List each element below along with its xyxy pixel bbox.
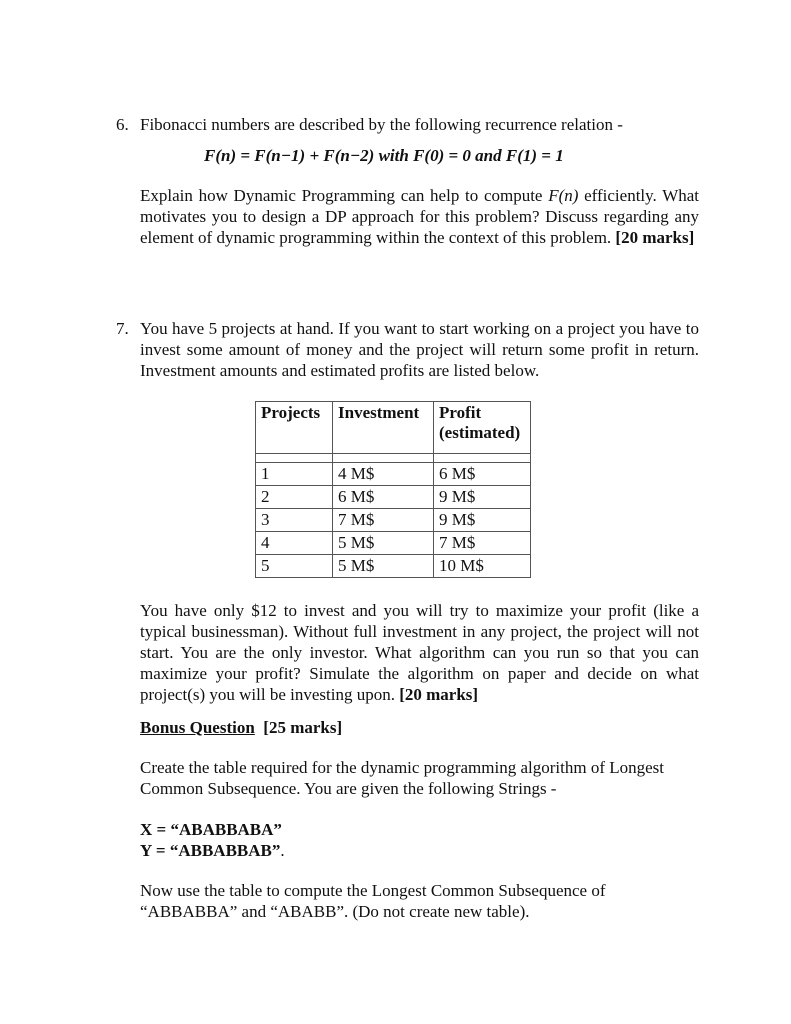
cell-project: 1 xyxy=(256,463,333,486)
question-7-intro: You have 5 projects at hand. If you want to start working on a project you have to invest some amount of money and the project will return some profit in return. Investment amounts and estimated profits are listed below. xyxy=(140,319,699,380)
cell-project: 5 xyxy=(256,555,333,578)
bonus-final-text: Now use the table to compute the Longest Common Subsequence of “ABBABBA” and “ABABB”. (Do not create new table). xyxy=(140,881,606,921)
bonus-title xyxy=(140,717,699,738)
header-profit: Profit (estimated) xyxy=(434,402,531,454)
bonus-question xyxy=(116,717,699,922)
question-6-text-part1: Explain how Dynamic Programming can help to compute xyxy=(140,186,549,205)
cell-project: 4 xyxy=(256,532,333,555)
cell-profit: 7 M$ xyxy=(434,532,531,555)
cell-profit: 9 M$ xyxy=(434,486,531,509)
question-6-number: 6. xyxy=(116,115,129,134)
bonus-marks: [25 marks] xyxy=(263,718,343,737)
question-7-body xyxy=(140,600,699,705)
string-x: X = “ABABBABA” xyxy=(140,820,282,839)
table-header-row xyxy=(256,402,531,454)
cell-investment: 6 M$ xyxy=(333,486,434,509)
cell-investment: 5 M$ xyxy=(333,555,434,578)
string-y: Y = “ABBABBAB” xyxy=(140,841,281,860)
string-y-suffix: . xyxy=(280,841,285,860)
question-6-text xyxy=(140,185,699,248)
cell-project: 2 xyxy=(256,486,333,509)
table-row xyxy=(256,532,531,555)
question-7-body-text: You have only $12 to invest and you will try to maximize your profit (like a typical businessman). Without full investment in any project, the project will not start. You are the only investor. What algorithm can you run so that you can maximize your profit? Simulate the algorithm on paper and decide on what project(s) you will be investing upon. xyxy=(140,601,699,704)
projects-table xyxy=(255,401,531,578)
question-7 xyxy=(116,318,699,705)
cell-profit: 6 M$ xyxy=(434,463,531,486)
cell-profit: 10 M$ xyxy=(434,555,531,578)
table-row xyxy=(256,555,531,578)
table-row xyxy=(256,463,531,486)
header-projects: Projects xyxy=(256,402,333,454)
cell-investment: 7 M$ xyxy=(333,509,434,532)
string-y-line xyxy=(140,840,699,861)
question-6-text-part2: efficiently. What motivates you to design a DP approach for this problem? Discuss regarding any element of dynamic programming within the context of this problem. xyxy=(140,186,700,247)
cell-investment: 5 M$ xyxy=(333,532,434,555)
header-investment: Investment xyxy=(333,402,434,454)
question-6-marks: [20 marks] xyxy=(615,228,695,247)
question-6-fn: F(n) xyxy=(548,186,579,205)
cell-investment: 4 M$ xyxy=(333,463,434,486)
table-row xyxy=(256,486,531,509)
table-row xyxy=(256,509,531,532)
cell-profit: 9 M$ xyxy=(434,509,531,532)
bonus-title-text: Bonus Question xyxy=(140,718,255,737)
fibonacci-formula: F(n) = F(n−1) + F(n−2) with F(0) = 0 and F(1) = 1 xyxy=(204,146,564,165)
question-6 xyxy=(116,114,699,248)
table-gap-row xyxy=(256,454,531,463)
cell-project: 3 xyxy=(256,509,333,532)
question-6-intro: Fibonacci numbers are described by the following recurrence relation - xyxy=(140,115,623,134)
bonus-text: Create the table required for the dynamic programming algorithm of Longest Common Subsequence. You are given the following Strings - xyxy=(140,758,664,798)
question-7-marks: [20 marks] xyxy=(399,685,479,704)
question-7-number: 7. xyxy=(116,319,129,338)
